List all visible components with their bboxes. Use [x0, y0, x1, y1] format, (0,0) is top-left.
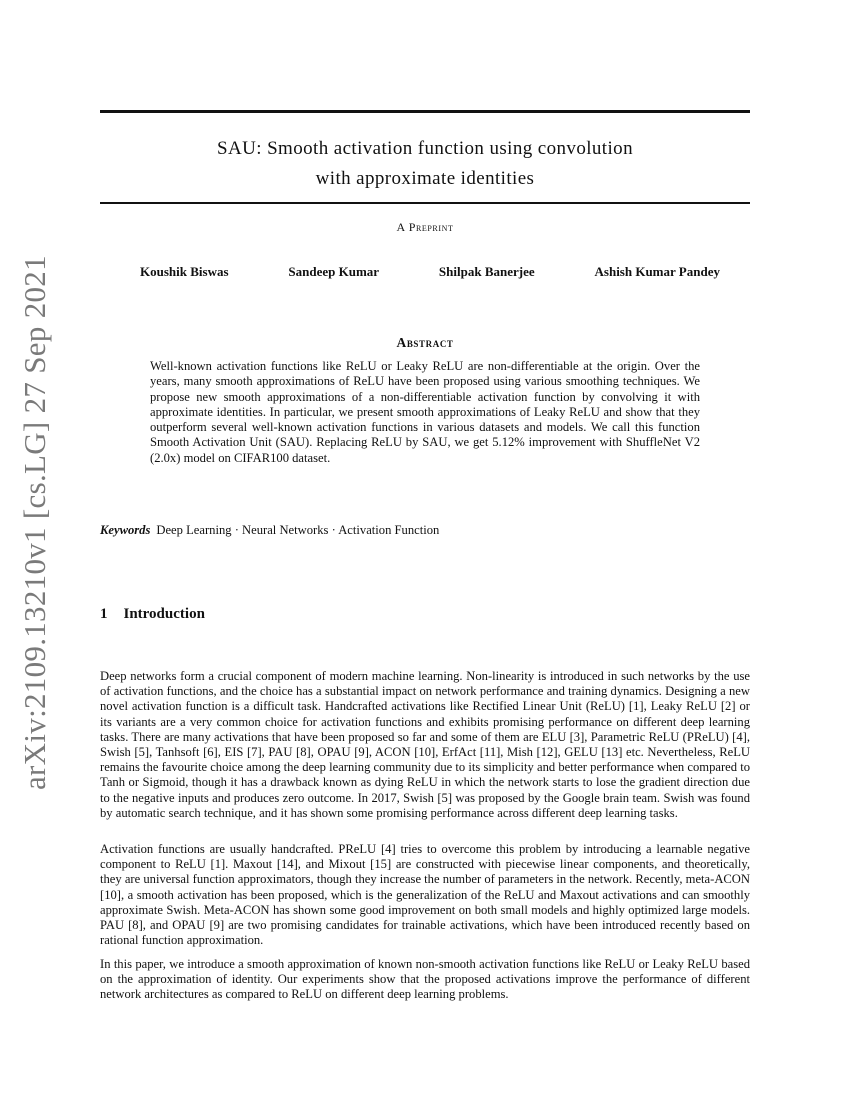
- abstract-heading: Abstract: [396, 335, 454, 350]
- section-title: Introduction: [123, 606, 205, 622]
- section-number: 1: [100, 606, 108, 622]
- keywords-text: Deep Learning · Neural Networks · Activation Function: [156, 523, 440, 537]
- title-line-1: SAU: Smooth activation function using convolution: [217, 138, 633, 159]
- body-paragraph: Activation functions are usually handcrafted. PReLU [4] tries to overcome this problem by introducing a learnable negative component to ReLU [1]. Maxout [14], and Mixout [15] are constructed with piecewise linear components, and theoretically, they are universal function approximators, though they increase the number of parameters in the network. Recently, meta-ACON [10], a smooth activation has been proposed, which is the generalization of the ReLU and Maxout activations and can smoothly approximate Swish. Meta-ACON has shown some good improvement on both small models and highly optimized large models. PAU [8], and OPAU [9] are two promising candidates for trainable activations, which have been introduced recently based on rational function approximation.: [100, 842, 750, 948]
- abstract-text: Well-known activation functions like ReLU or Leaky ReLU are non-differentiable at the origin. Over the years, many smooth approximations of ReLU have been proposed using various smoothing techniques. We propose new smooth approximations of a non-differentiable activation function by convolving it with approximate identities. In particular, we present smooth approximations of Leaky ReLU and show that they outperform several well-known activation functions in various datasets and models. We call this function Smooth Activation Unit (SAU). Replacing ReLU by SAU, we get 5.12% improvement with ShuffleNet V2 (2.0x) model on CIFAR100 dataset.: [150, 359, 700, 465]
- author-name: Koushik Biswas: [140, 264, 229, 279]
- author-name: Sandeep Kumar: [288, 264, 380, 279]
- author-name: Ashish Kumar Pandey: [594, 264, 720, 279]
- title-top-rule: [100, 110, 750, 113]
- section-heading: [100, 606, 750, 623]
- arxiv-identifier: arXiv:2109.13210v1 [cs.LG] 27 Sep 2021: [17, 255, 52, 790]
- author-list: [140, 264, 720, 280]
- keywords-label: Keywords: [100, 523, 151, 537]
- author-name: Shilpak Banerjee: [438, 264, 535, 279]
- body-paragraph: Deep networks form a crucial component of modern machine learning. Non-linearity is introduced in such networks by the use of activation functions, and the choice has a substantial impact on network performance and training dynamics. Designing a new novel activation function is a difficult task. Handcrafted activations like Rectified Linear Unit (ReLU) [1], Leaky ReLU [2] or its variants are a very common choice for activation functions and exhibits promising performance on different deep learning tasks. There are many activations that have been proposed so far and some of them are ELU [3], Parametric ReLU (PReLU) [4], Swish [5], Tanhsoft [6], EIS [7], PAU [8], OPAU [9], ACON [10], ErfAct [11], Mish [12], GELU [13] etc. Nevertheless, ReLU remains the favourite choice among the deep learning community due to its simplicity and better performance when compared to Tanh or Sigmoid, though it has a drawback known as dying ReLU in which the network starts to lose the gradient direction due to the negative inputs and produces zero outcome. In 2017, Swish [5] was proposed by the Google brain team. Swish was found by automatic search technique, and it has shown some promising performance across different deep learning tasks.: [100, 669, 750, 820]
- title-line-2: with approximate identities: [315, 168, 535, 189]
- paper-title: [100, 134, 750, 194]
- preprint-label: A Preprint: [396, 220, 454, 234]
- body-paragraph: In this paper, we introduce a smooth approximation of known non-smooth activation functions like ReLU or Leaky ReLU based on the approximation of identity. Our experiments show that the proposed activations improve the performance of different network architectures as compared to ReLU on different deep learning problems.: [100, 957, 750, 1002]
- keywords-line: [100, 523, 750, 538]
- title-bottom-rule: [100, 202, 750, 204]
